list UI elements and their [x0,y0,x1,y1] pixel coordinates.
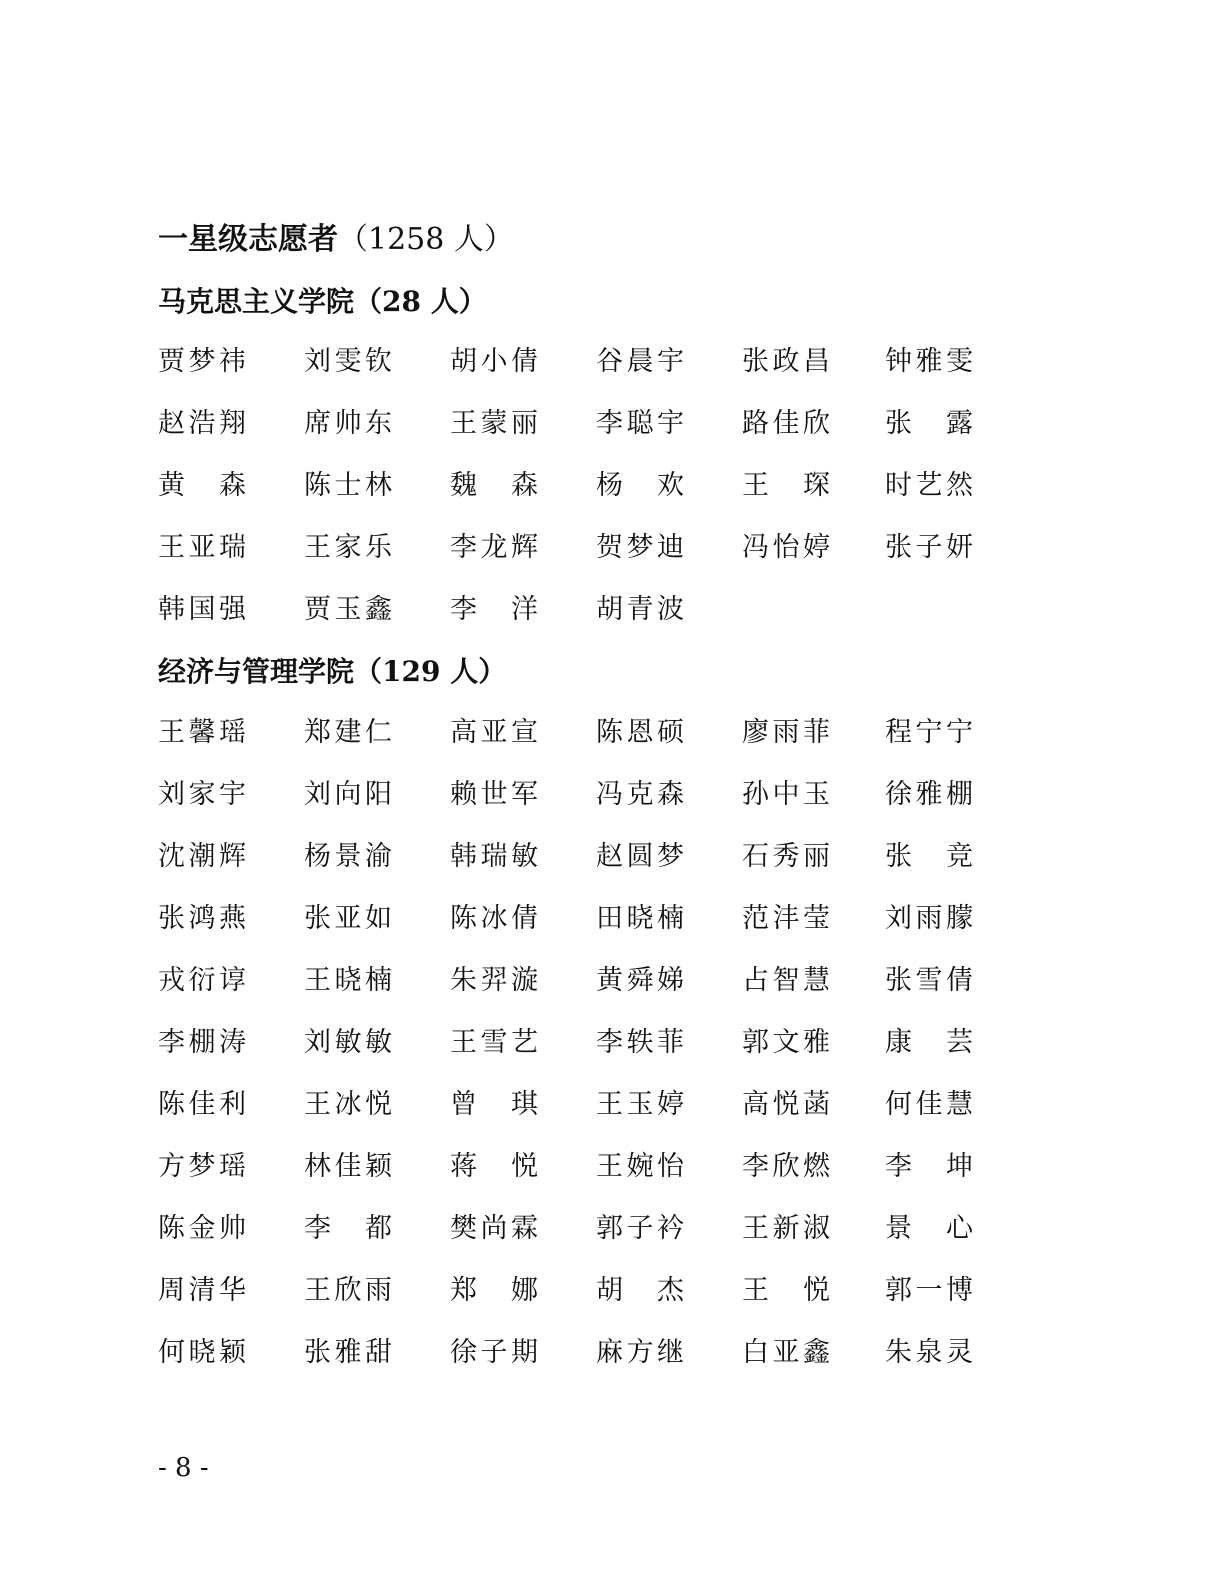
volunteer-name: 孙 中 玉 [742,779,830,810]
volunteer-name: 张 雪 倩 [885,965,973,996]
volunteer-name: 钟 雅 雯 [885,346,973,377]
volunteer-name: 何 晓 颖 [158,1337,246,1368]
volunteer-name: 占 智 慧 [742,965,830,996]
volunteer-name: 郭 文 雅 [742,1027,830,1058]
volunteer-name: 田 晓 楠 [596,903,684,934]
volunteer-name: 黄 森 [158,470,246,501]
volunteer-name: 赵 圆 梦 [596,841,684,872]
volunteer-name: 李 欣 燃 [742,1151,830,1182]
volunteer-name: 郑 娜 [450,1275,538,1306]
volunteer-name: 路 佳 欣 [742,408,830,439]
volunteer-name: 韩 国 强 [158,594,246,625]
volunteer-name: 林 佳 颖 [304,1151,392,1182]
section-heading-marxism: 马克思主义学院（28 人） [158,285,487,318]
volunteer-name: 王 晓 楠 [304,965,392,996]
volunteer-name: 冯 克 森 [596,779,684,810]
name-row [158,590,1058,652]
volunteer-name: 时 艺 然 [885,470,973,501]
volunteer-name: 郑 建 仁 [304,717,392,748]
main-heading-title: 一星级志愿者 [158,222,338,257]
volunteer-name: 胡 青 波 [596,594,684,625]
volunteer-name: 张 露 [885,408,973,439]
volunteer-name: 麻 方 继 [596,1337,684,1368]
volunteer-name: 王 馨 瑶 [158,717,246,748]
volunteer-name: 方 梦 瑶 [158,1151,246,1182]
volunteer-name: 徐 子 期 [450,1337,538,1368]
volunteer-name: 张 鸿 燕 [158,903,246,934]
volunteer-name: 陈 金 帅 [158,1213,246,1244]
volunteer-name: 贾 梦 祎 [158,346,246,377]
volunteer-name: 康 芸 [885,1027,973,1058]
name-row [158,466,1058,528]
volunteer-name: 冯 怡 婷 [742,532,830,563]
volunteer-name: 李 龙 辉 [450,532,538,563]
name-row [158,1147,1058,1209]
volunteer-name: 徐 雅 棚 [885,779,973,810]
volunteer-name: 蒋 悦 [450,1151,538,1182]
volunteer-name: 刘 敏 敏 [304,1027,392,1058]
volunteer-name: 李 棚 涛 [158,1027,246,1058]
volunteer-name: 刘 家 宇 [158,779,246,810]
name-grid-marxism [158,342,1058,652]
volunteer-name: 胡 小 倩 [450,346,538,377]
volunteer-name: 胡 杰 [596,1275,684,1306]
volunteer-name: 程 宁 宁 [885,717,973,748]
volunteer-name: 王 家 乐 [304,532,392,563]
volunteer-name: 刘 雯 钦 [304,346,392,377]
volunteer-name: 陈 佳 利 [158,1089,246,1120]
volunteer-name: 贺 梦 迪 [596,532,684,563]
volunteer-name: 张 政 昌 [742,346,830,377]
volunteer-name: 王 新 淑 [742,1213,830,1244]
volunteer-name: 王 冰 悦 [304,1089,392,1120]
volunteer-name: 谷 晨 宇 [596,346,684,377]
name-row [158,528,1058,590]
volunteer-name: 王 悦 [742,1275,830,1306]
name-row [158,1333,1058,1395]
volunteer-name: 黄 舜 娣 [596,965,684,996]
name-row [158,1209,1058,1271]
volunteer-name: 王 婉 怡 [596,1151,684,1182]
name-row [158,1085,1058,1147]
page-number: - 8 - [158,1453,209,1483]
volunteer-name: 王 琛 [742,470,830,501]
volunteer-name: 郭 一 博 [885,1275,973,1306]
name-row [158,404,1058,466]
volunteer-name: 王 蒙 丽 [450,408,538,439]
volunteer-name: 景 心 [885,1213,973,1244]
volunteer-name: 朱 泉 灵 [885,1337,973,1368]
volunteer-name: 李 坤 [885,1151,973,1182]
volunteer-name: 李 轶 菲 [596,1027,684,1058]
volunteer-name: 张 竞 [885,841,973,872]
volunteer-name: 韩 瑞 敏 [450,841,538,872]
volunteer-name: 樊 尚 霖 [450,1213,538,1244]
volunteer-name: 贾 玉 鑫 [304,594,392,625]
name-row [158,342,1058,404]
volunteer-name: 沈 潮 辉 [158,841,246,872]
name-grid-economics [158,713,1058,1395]
volunteer-name: 王 玉 婷 [596,1089,684,1120]
volunteer-name: 张 子 妍 [885,532,973,563]
volunteer-name: 李 聪 宇 [596,408,684,439]
volunteer-name: 赖 世 军 [450,779,538,810]
volunteer-name: 石 秀 丽 [742,841,830,872]
volunteer-name: 张 亚 如 [304,903,392,934]
volunteer-name: 杨 欢 [596,470,684,501]
volunteer-name: 周 清 华 [158,1275,246,1306]
volunteer-name: 刘 雨 朦 [885,903,973,934]
volunteer-name: 李 洋 [450,594,538,625]
volunteer-name: 朱 羿 漩 [450,965,538,996]
name-row [158,1023,1058,1085]
section-heading-economics: 经济与管理学院（129 人） [158,655,507,688]
volunteer-name: 戎 衍 谆 [158,965,246,996]
volunteer-name: 魏 森 [450,470,538,501]
volunteer-name: 王 亚 瑞 [158,532,246,563]
volunteer-name: 何 佳 慧 [885,1089,973,1120]
volunteer-name: 陈 冰 倩 [450,903,538,934]
volunteer-name: 陈 士 林 [304,470,392,501]
volunteer-name: 郭 子 衿 [596,1213,684,1244]
volunteer-name: 赵 浩 翔 [158,408,246,439]
name-row [158,899,1058,961]
volunteer-name: 杨 景 渝 [304,841,392,872]
main-heading [158,218,514,262]
volunteer-name: 王 欣 雨 [304,1275,392,1306]
volunteer-name: 李 都 [304,1213,392,1244]
volunteer-name: 陈 恩 硕 [596,717,684,748]
volunteer-name: 张 雅 甜 [304,1337,392,1368]
name-row [158,837,1058,899]
volunteer-name: 曾 琪 [450,1089,538,1120]
name-row [158,1271,1058,1333]
volunteer-name: 席 帅 东 [304,408,392,439]
volunteer-name: 高 悦 菡 [742,1089,830,1120]
name-row [158,713,1058,775]
volunteer-name: 王 雪 艺 [450,1027,538,1058]
volunteer-name: 范 沣 莹 [742,903,830,934]
volunteer-name: 高 亚 宣 [450,717,538,748]
volunteer-name: 廖 雨 菲 [742,717,830,748]
volunteer-name: 刘 向 阳 [304,779,392,810]
main-heading-count: （1258 人） [338,222,514,257]
name-row [158,961,1058,1023]
name-row [158,775,1058,837]
volunteer-name: 白 亚 鑫 [742,1337,830,1368]
